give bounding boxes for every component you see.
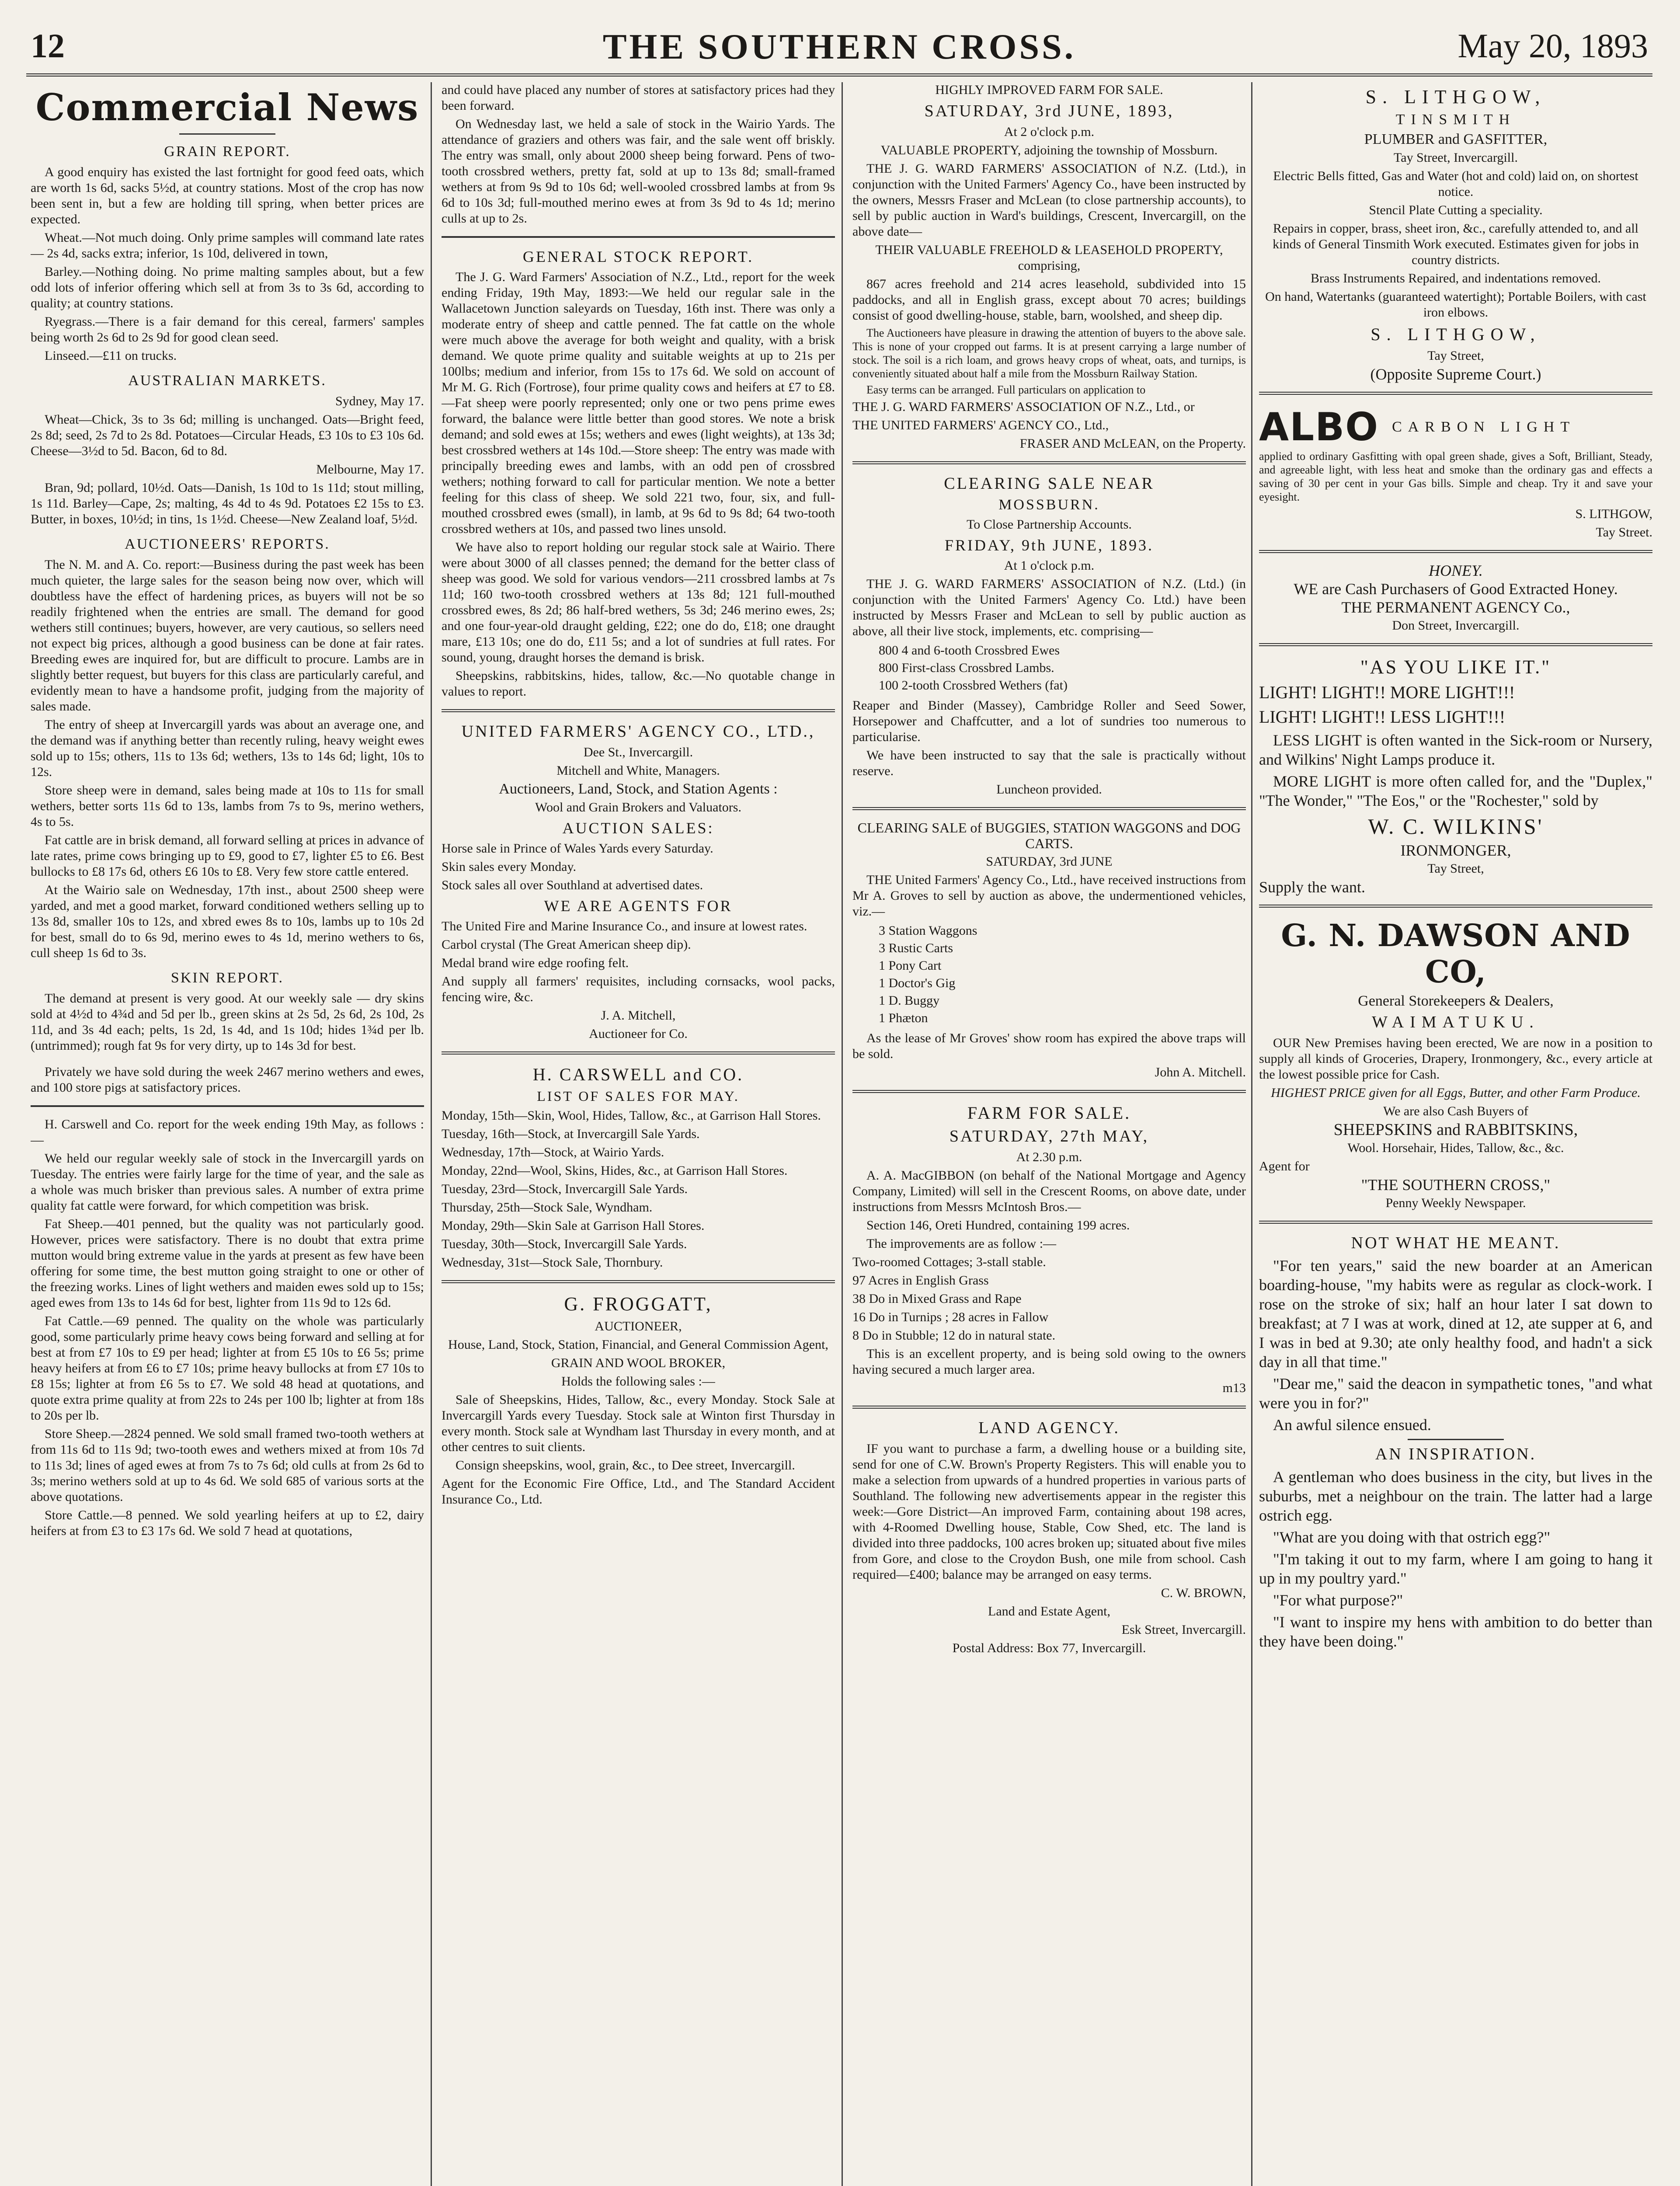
dawson-agent: Agent for (1259, 1159, 1310, 1173)
divider (852, 461, 1246, 464)
lithgow-sign: S. LITHGOW, (1370, 324, 1541, 344)
divider (442, 236, 835, 238)
farm-prop: VALUABLE PROPERTY, adjoining the township of Mossburn. (880, 143, 1218, 157)
lithgow-hand: On hand, Watertanks (guaranteed watertight); Portable Boilers, with cast iron elbows. (1265, 289, 1646, 320)
honey-ad (1259, 563, 1652, 634)
clearing-sale-ad (852, 474, 1246, 797)
lithgow-trade: TINSMITH (1395, 111, 1516, 128)
dawson-highest: HIGHEST PRICE given for all Eggs, Butter, and other Farm Produce. (1271, 1086, 1641, 1100)
froggatt-title: G. FROGGATT, (564, 1293, 713, 1315)
buggies-sale-ad (852, 820, 1246, 1080)
divider (852, 807, 1246, 810)
farm-fraser: FRASER AND McLEAN, on the Property. (1019, 436, 1246, 451)
list-item: 800 First-class Crossbred Lambs. (879, 661, 1054, 675)
wilkins-addr: Tay Street, (1427, 861, 1484, 876)
buggies-sign: John A. Mitchell. (1155, 1065, 1246, 1079)
clearing-time: At 1 o'clock p.m. (1004, 558, 1095, 573)
grain-para: Ryegrass.—There is a fair demand for this cereal, farmers' samples being worth 2s 6d to 2s 9d for good clean seed. (31, 314, 424, 345)
sale-list-item: Wednesday, 17th—Stock, at Wairio Yards. (442, 1145, 664, 1159)
ufa-managers: Mitchell and White, Managers. (557, 763, 720, 778)
divider (852, 1406, 1246, 1409)
gsr-para: The J. G. Ward Farmers' Association of N.Z., Ltd., report for the week ending Friday, 19th May, 1893:—We held our regular sale in the Wallacetown Junction saleyards on Tuesday, 16th inst. There was only a moderate entry of sheep and cattle penned. The fat cattle on the whole were much above the average for both weight and quality, with a brisk demand. We quote prime quality and suitable weights at up to 21s per 100lbs; medium and inferior, from 15s to 17s 6d. We sold on account of Mr M. G. Rich (Fortrose), four prime quality cows and heifers at £7 to £8.—Fat sheep were poorly represented; only one or two pens prime ewes forward, the balance were little better than good stores. We note a brisk demand; and sold ewes at 15s; wethers and ewes (light weights), at 13s 3d; best crossbred wethers at 14s 10d.—Store sheep: The entry was made with principally breeding ewes and lambs, with an odd pen of crossbred wethers; nothing forward to call for particular mention. We note a better feeling for this class of sheep. We sold 221 two, four, six, and full-mouthed crossbred ewes (small), in lamb, at 9s 6d to 9s 8d; 64 two-tooth crossbred wethers at 10s, and passed two lines unsold. (442, 270, 835, 536)
farmsale-note: This is an excellent property, and is being sold owing to the owners having secured a much larger area. (852, 1347, 1246, 1377)
land-role: Land and Estate Agent, (988, 1604, 1110, 1619)
wilkins-name: W. C. WILKINS' (1368, 814, 1544, 839)
dawson-buyers: We are also Cash Buyers of (1383, 1104, 1528, 1118)
melbourne-dateline: Melbourne, May 17. (316, 462, 424, 477)
story-para: "Dear me," said the deacon in sympathetic tones, "and what were you in for?" (1259, 1375, 1652, 1412)
divider (442, 709, 835, 712)
story-para: "What are you doing with that ostrich egg?" (1273, 1528, 1551, 1546)
list-item: 16 Do in Turnips ; 28 acres in Fallow (852, 1310, 1049, 1324)
carswell-para: Fat Sheep.—401 penned, but the quality was not particularly good. However, prices were satisfactory. There is no doubt that extra prime mutton would bring extreme value in the yards at present as few have been offering for some time, the best mutton going straight to one or other of the freezing works. Lines of light wethers and maiden ewes sold up to 15s; aged ewes from 13s to 14s 6d for best, lighter from 11s 9d to 12s 6d. (31, 1217, 424, 1310)
divider (1259, 550, 1652, 553)
grain-para: A good enquiry has existed the last fortnight for good feed oats, which are worth 1s 6d, sacks 5½d, at country stations. Most of the crop has now been sent in, but a few are holding till spring, when better prices are expected. (31, 165, 424, 226)
divider (1259, 643, 1652, 646)
honey-title: HONEY. (1429, 562, 1483, 579)
asyou-line: LIGHT! LIGHT!! MORE LIGHT!!! (1259, 682, 1515, 702)
buggies-items (879, 922, 1246, 1027)
lithgow-brass: Brass Instruments Repaired, and indentations removed. (1310, 271, 1601, 285)
column-rule (842, 82, 843, 2186)
column-3 (852, 82, 1246, 2186)
farm-terms: Easy terms can be arranged. Full particulars on application to (866, 383, 1146, 396)
farm-body: THE J. G. WARD FARMERS' ASSOCIATION of N.Z. (Ltd.), in conjunction with the United Farmers' Agency Co., have been instructed by the owners, Messrs Fraser and McLean (to close partnership accounts), to sell by public auction in Ward's buildings, Crescent, Invercargill, on the above date— (852, 161, 1246, 239)
lithgow-addr: Tay Street, Invercargill. (1394, 150, 1518, 165)
ufa-sales-title: AUCTION SALES: (562, 819, 714, 837)
list-item: 3 Rustic Carts (879, 941, 953, 955)
divider (852, 1090, 1246, 1093)
dawson-paper2: Penny Weekly Newspaper. (1385, 1196, 1526, 1210)
clearing-reason: To Close Partnership Accounts. (967, 517, 1132, 532)
ufa-agent: Carbol crystal (The Great American sheep dip). (442, 937, 691, 952)
ufa-agent: And supply all farmers' requisites, including cornsacks, wool packs, fencing wire, &c. (442, 974, 835, 1004)
sale-list-item: Wednesday, 31st—Stock Sale, Thornbury. (442, 1255, 663, 1270)
land-postal: Postal Address: Box 77, Invercargill. (952, 1641, 1146, 1655)
farm-desc: 867 acres freehold and 214 acres leasehold, subdivided into 15 paddocks, and all in English grass, except about 70 acres; buildings consist of good dwelling-house, stable, barn, woolshed, and sheep dip. (852, 277, 1246, 323)
ufa-role: Auctioneers, Land, Stock, and Station Agents : (499, 781, 778, 797)
ufa-sign: J. A. Mitchell, (601, 1008, 676, 1023)
commercial-news-heading: Commercial News (35, 86, 419, 129)
clearing-title: CLEARING SALE NEAR (944, 474, 1155, 493)
list-item: Two-roomed Cottages; 3-stall stable. (852, 1255, 1046, 1269)
divider (1259, 392, 1652, 395)
skin-report-title: SKIN REPORT. (170, 970, 284, 986)
divider (442, 1280, 835, 1283)
auct-para: At the Wairio sale on Wednesday, 17th inst., about 2500 sheep were yarded, and met a good market, forward conditioned wethers selling up to 13s 8d, smaller 10s to 12s, and xbred ewes 8s to 10s, lambs up to 10s 2d for best, small do to 6s 9d, merino ewes to 4s 1d, merino wethers to 6s, cull sheep 1s 6d to 3s. (31, 883, 424, 960)
united-farmers-agency-ad (442, 722, 835, 1042)
carswell-para: Fat Cattle.—69 penned. The quality on the whole was particularly good, some particularly prime heavy cows being forward and selling at for best at from £7 10s to £9 per head; lighter at from £5 10s to £6 5s; prime heavy heifers at from £6 to £7 10s; prime heavy bullocks at from £7 10s to £8 15s; lighter at from £6 5s to £7. We sold 48 head at quotations, and quote extra prime quality at from 22s to 24s per 100 lb; lighter at from 18s to 20s per lb. (31, 1314, 424, 1423)
farm-title: HIGHLY IMPROVED FARM FOR SALE. (935, 83, 1163, 97)
privately-para: Privately we have sold during the week 2467 merino wethers and ewes, and 100 store pigs at satisfactory prices. (31, 1065, 424, 1095)
carswell-ad-sub: LIST OF SALES FOR MAY. (537, 1088, 740, 1104)
clearing-place: MOSSBURN. (998, 497, 1100, 513)
ufa-brokers: Wool and Grain Brokers and Valuators. (535, 800, 741, 815)
froggatt-agent: Agent for the Economic Fire Office, Ltd., and The Standard Accident Insurance Co., Ltd. (442, 1476, 835, 1507)
froggatt-services: House, Land, Stock, Station, Financial, and General Commission Agent, (448, 1337, 828, 1352)
albo-body: applied to ordinary Gasfitting with opal green shade, gives a Soft, Brilliant, Steady, and agreeable light, with less heat and smoke than the ordinary gas and effects a saving of 30 per cent in your Gas bills. Simple and cheap. Try it and save your eyesight. (1259, 450, 1652, 503)
story-para: "For what purpose?" (1273, 1591, 1403, 1609)
carswell-para: Store Cattle.—8 penned. We sold yearling heifers at up to £2, dairy heifers at from £3 to £3 17s 6d. We sold 7 head at quotations, (31, 1508, 424, 1538)
sale-list-item: Tuesday, 23rd—Stock, Invercargill Sale Yards. (442, 1182, 688, 1196)
grain-para: Barley.—Nothing doing. No prime malting samples about, but a few odd lots of inferior offering which sell at from 3s to 3s 6d, according to quality; at country stations. (31, 265, 424, 310)
list-item: 1 Phæton (879, 1011, 928, 1025)
mossburn-farm-ad (852, 82, 1246, 452)
dawson-skins: SHEEPSKINS and RABBITSKINS, (1333, 1121, 1578, 1139)
carswell-intro: H. Carswell and Co. report for the week ending 19th May, as follows :— (31, 1117, 424, 1147)
farm-assoc: THE J. G. WARD FARMERS' ASSOCIATION OF N.Z., Ltd., or (852, 400, 1195, 414)
list-item: 800 4 and 6-tooth Crossbred Ewes (879, 643, 1060, 658)
farm-ufa: THE UNITED FARMERS' AGENCY CO., Ltd., (852, 418, 1109, 432)
sale-list-item: Monday, 15th—Skin, Wool, Hides, Tallow, &c., at Garrison Hall Stores. (442, 1108, 821, 1123)
story-para: An awful silence ensued. (1273, 1416, 1431, 1434)
auct-para: The N. M. and A. Co. report:—Business during the past week has been much quieter, the large sales for the season being now over, which will doubtless have the effect of hardening prices, as buyers will not be so readily frightened when the entries are small. The demand for good wethers still continues; buyers, however, are very cautious, so sellers need not expect big prices, although a good business can be done at fair rates. Breeding ewes are inquired for, but are difficult to procure. Lambs are in slightly better request, but buyers for this class are particularly careful, and evidently mean to have a handsome profit, judging from the majority of sales made. (31, 557, 424, 714)
divider (1259, 1221, 1652, 1224)
story-para: "I'm taking it out to my farm, where I am going to hang it up in my poultry yard." (1259, 1550, 1652, 1587)
land-agency-ad (852, 1418, 1246, 1656)
asyou-para: LESS LIGHT is often wanted in the Sick-room or Nursery, and Wilkins' Night Lamps produce it. (1259, 731, 1652, 768)
farm-date: SATURDAY, 3rd JUNE, 1893, (924, 102, 1174, 120)
buggies-date: SATURDAY, 3rd JUNE (986, 854, 1113, 869)
froggatt-ad (442, 1293, 835, 1507)
general-stock-report-title: GENERAL STOCK REPORT. (522, 248, 754, 265)
column-rule (431, 82, 432, 2186)
gsr-para: We have also to report holding our regular stock sale at Wairio. There were about 3000 of all classes penned; the demand for the better class of sheep was good. We sold for various vendors—211 crossbred lambs at 7s 11d; 160 two-tooth crossbred wethers at 13s 8d; 121 full-mouthed crossbred ewes, 8s 2d; 86 half-bred wethers, 5s 3d; 246 merino ewes, 2s; and one four-year-old draught gelding, £22; one do do, £18; one draught mare, £13 10s; one do do, £11 5s; and a lot of sundries at full rates. For sound, young, draught horses the demand is brisk. (442, 540, 835, 665)
list-item: 3 Station Waggons (879, 923, 977, 938)
list-item: 1 D. Buggy (879, 993, 940, 1008)
auct-para: Store sheep were in demand, sales being made at 10s to 11s for small wethers, better sorts 11s 6d to 13s, lambs from 7s to 9s, merino wethers, 4s to 5s. (31, 783, 424, 829)
farmsale-body: A. A. MacGIBBON (on behalf of the National Mortgage and Agency Company, Limited) will sell in the Crescent Rooms, on above date, under instructions from Messrs McIntosh Bros.— (852, 1168, 1246, 1214)
lithgow-stencil: Stencil Plate Cutting a speciality. (1369, 203, 1543, 217)
froggatt-broker: GRAIN AND WOOL BROKER, (551, 1356, 726, 1370)
clearing-impl: Reaper and Binder (Massey), Cambridge Roller and Seed Sower, Horsepower and Chaffcutter, and a lot of sundries too numerous to particularise. (852, 698, 1246, 744)
land-addr: Esk Street, Invercargill. (1121, 1622, 1246, 1637)
list-item: 100 2-tooth Crossbred Wethers (fat) (879, 678, 1068, 693)
albo-ad (1259, 404, 1652, 540)
farmsale-section: Section 146, Oreti Hundred, containing 199 acres. (866, 1218, 1130, 1232)
not-what-he-meant-story (1259, 1233, 1652, 1434)
issue-date: May 20, 1893 (1457, 27, 1648, 65)
farmsale-time: At 2.30 p.m. (1016, 1150, 1082, 1164)
clearing-items (879, 642, 1246, 694)
dawson-place: WAIMATUKU. (1372, 1013, 1540, 1031)
ufa-agent: Medal brand wire edge roofing felt. (442, 956, 629, 970)
ufa-title: UNITED FARMERS' AGENCY CO., LTD., (461, 722, 815, 741)
clearing-lunch: Luncheon provided. (996, 782, 1102, 797)
lithgow-opp: (Opposite Supreme Court.) (1370, 365, 1541, 383)
newspaper-title: THE SOUTHERN CROSS. (602, 27, 1076, 66)
farm-small: The Auctioneers have pleasure in drawing the attention of buyers to the above sale. This is none of your cropped out farms. It is at present carrying a large number of stock. The soil is a rich loam, and grows heavy crops of wheat, oats, and turnips, is conveniently situated about half a mile from the Mossburn Railway Station. (852, 327, 1246, 380)
wilkins-supply: Supply the want. (1259, 878, 1365, 896)
dawson-title: G. N. DAWSON AND CO, (1281, 917, 1631, 990)
story-title: NOT WHAT HE MEANT. (1351, 1234, 1561, 1252)
lithgow-repairs: Repairs in copper, brass, sheet iron, &c., carefully attended to, and all kinds of General Tinsmith Work executed. Estimates given for jobs in country districts. (1273, 221, 1639, 267)
story-title: AN INSPIRATION. (1375, 1445, 1537, 1463)
list-item: 38 Do in Mixed Grass and Rape (852, 1291, 1022, 1306)
farmsale-date: SATURDAY, 27th MAY, (949, 1127, 1149, 1145)
land-body: IF you want to purchase a farm, a dwelling house or a building site, send for one of C.W. Brown's Property Registers. This will enable you to make a selection from upwards of a hundred properties in various parts of Southland. The following new advertisements appear in the register this week:—Gore District—An improved Farm, containing about 198 acres, with 4-Roomed Dwelling house, Stable, Cow Shed, etc. The land is divided into three paddocks, 100 acres broken up; situated about five miles from Gore, and close to the Croydon Bush, one mile from school. Cash required—£400; balance may be arranged on easy terms. (852, 1441, 1246, 1582)
ufa-agents-title: WE ARE AGENTS FOR (544, 897, 733, 915)
farmsale-code: m13 (1222, 1381, 1246, 1395)
lithgow-trade2: PLUMBER and GASFITTER, (1364, 131, 1548, 147)
sydney-dateline: Sydney, May 17. (335, 394, 424, 408)
gsr-para: Sheepskins, rabbitskins, hides, tallow, &c.—No quotable change in values to report. (442, 668, 835, 699)
ufa-agent: The United Fire and Marine Insurance Co., and insure at lowest rates. (442, 919, 807, 933)
farm-headline: THEIR VALUABLE FREEHOLD & LEASEHOLD PROPERTY, comprising, (875, 243, 1223, 273)
ufa-sale: Skin sales every Monday. (442, 860, 576, 874)
albo-logo: ALBO (1259, 404, 1379, 449)
buggies-note: As the lease of Mr Groves' show room has expired the above traps will be sold. (852, 1031, 1246, 1061)
auctioneers-reports-title: AUCTIONEERS' REPORTS. (125, 536, 330, 552)
ufa-sale: Stock sales all over Southland at advertised dates. (442, 878, 703, 892)
dawson-role: General Storekeepers & Dealers, (1358, 993, 1554, 1009)
divider (1259, 905, 1652, 908)
lithgow-body: Electric Bells fitted, Gas and Water (hot and cold) laid on, on shortest notice. (1273, 169, 1638, 199)
froggatt-role: AUCTIONEER, (595, 1319, 682, 1333)
column-4 (1259, 82, 1652, 2186)
column-2 (442, 82, 835, 2186)
carswell-para: We held our regular weekly sale of stock in the Invercargill yards on Tuesday. The entries were fairly large for the time of year, and the sale as a whole was much brisker than previous sales. A number of extra prime quality fat cattle were forward, for which competition was brisk. (31, 1151, 424, 1213)
land-title: LAND AGENCY. (978, 1419, 1120, 1437)
froggatt-body: Sale of Sheepskins, Hides, Tallow, &c., every Monday. Stock Sale at Invercargill Yards every Tuesday. Stock sale at Winton first Thursday in every month. Stock sale at Wyndham last Thursday in every month, and at other centres to suit clients. (442, 1392, 835, 1454)
farmsale-impr: The improvements are as follow :— (866, 1236, 1057, 1251)
divider (442, 1051, 835, 1055)
list-item: 1 Doctor's Gig (879, 976, 956, 990)
sale-list-item: Monday, 29th—Skin Sale at Garrison Hall Stores. (442, 1218, 705, 1233)
lithgow-sign-addr: Tay Street, (1427, 348, 1484, 363)
farm-for-sale-ad (852, 1103, 1246, 1396)
wilkins-ad (1259, 656, 1652, 895)
asyou-title: "AS YOU LIKE IT." (1360, 656, 1551, 678)
dawson-body: OUR New Premises having been erected, We are now in a position to supply all kinds of Groceries, Drapery, Ironmongery, &c., every article at the lowest possible price for Cash. (1259, 1036, 1652, 1082)
clearing-date: FRIDAY, 9th JUNE, 1893. (944, 536, 1154, 554)
grain-para: Linseed.—£11 on trucks. (45, 348, 177, 363)
page-number: 12 (31, 27, 65, 65)
froggatt-holds: Holds the following sales :— (561, 1374, 715, 1389)
buggies-title: CLEARING SALE of BUGGIES, STATION WAGGONS and DOG CARTS. (857, 820, 1241, 851)
lithgow-ad (1259, 86, 1652, 382)
auct-para: Fat cattle are in brisk demand, all forward selling at prices in advance of late rates, prime cows bringing up to £9, good to £7, lighter £5 to £6. Best bullocks to £8 17s 6d, others £6 10s to £8. Very few store cattle entered. (31, 833, 424, 879)
land-sign: C. W. BROWN, (1161, 1586, 1246, 1600)
carswell-ad-title: H. CARSWELL and CO. (532, 1065, 744, 1084)
honey-body: WE are Cash Purchasers of Good Extracted Honey. (1294, 580, 1618, 598)
honey-agency: THE PERMANENT AGENCY Co., (1341, 599, 1570, 616)
masthead (31, 17, 1648, 70)
ufa-address: Dee St., Invercargill. (583, 745, 693, 759)
melbourne-para: Bran, 9d; pollard, 10½d. Oats—Danish, 1s 10d to 1s 11d; stout milling, 1s 11d. Barley—Cape, 2s; malting, 4s 4d to 4s 9d. Potatoes £2 15s to £3. Butter, in boxes, 10½d; in tins, 1s 1½d. Cheese—New Zealand loaf, 5½d. (31, 480, 424, 526)
list-item: 8 Do in Stubble; 12 do in natural state. (852, 1328, 1056, 1343)
dawson-paper: "THE SOUTHERN CROSS," (1361, 1176, 1551, 1194)
sale-list-item: Monday, 22nd—Wool, Skins, Hides, &c., at Garrison Hall Stores. (442, 1163, 788, 1178)
farm-time: At 2 o'clock p.m. (1004, 125, 1095, 139)
albo-sign: S. LITHGOW, (1575, 507, 1652, 521)
sale-list-item: Tuesday, 30th—Stock, Invercargill Sale Yards. (442, 1237, 687, 1251)
albo-sign: Tay Street. (1596, 525, 1652, 540)
cont-para: On Wednesday last, we held a sale of stock in the Wairio Yards. The attendance of graziers and others was fair, and the sale went off briskly. The entry was small, only about 2000 sheep being forward. Pens of two-tooth crossbred wethers, pretty fat, sold at up to 13s 8d; small-framed wethers at from 9s 9d to 10s 6d; well-wooled crossbred lambs at from 9s 6d to 10s 3d; full-mouthed merino ewes at from 3s 9d to 4s 1d; merino culls at up to 2s. (442, 117, 835, 226)
albo-tag: CARBON LIGHT (1392, 418, 1576, 435)
dawson-wool: Wool. Horsehair, Hides, Tallow, &c., &c. (1347, 1141, 1564, 1155)
an-inspiration-story (1259, 1445, 1652, 1651)
buggies-body: THE United Farmers' Agency Co., Ltd., have received instructions from Mr A. Groves to sell by auction as above, the undermentioned vehicles, viz.— (852, 873, 1246, 919)
ufa-sign: Auctioneer for Co. (589, 1027, 688, 1041)
story-para: "I want to inspire my hens with ambition to do better than they have been doing." (1259, 1613, 1652, 1650)
grain-para: Wheat.—Not much doing. Only prime samples will command late rates — 2s 4d, sacks extra; inferior, 1s 10d, delivered in town, (31, 230, 424, 261)
story-para: "For ten years," said the new boarder at an American boarding-house, "my habits were as regular as clock-work. I rose on the stroke of six; half an hour later I sat down to breakfast; at 7 I was at work, dined at 12, ate supper at 6, and I was in bed at 9.30; ate only healthy food, and hadn't a sick day in all that time." (1259, 1257, 1652, 1371)
carswell-para: Store Sheep.—2824 penned. We sold small framed two-tooth wethers at from 11s 6d to 11s 9d; two-tooth ewes and wethers mixed at from 10s 7d to 11s 3d; lines of aged ewes at from 7s to 7s 6d; old culls at from 2s 6d to 3s; merino wethers sold at up to 4s 6d. We sold 685 of various sorts at the above quotations. (31, 1427, 424, 1504)
asyou-line: LIGHT! LIGHT!! LESS LIGHT!!! (1259, 707, 1506, 727)
masthead-rule (26, 73, 1652, 77)
ufa-sale: Horse sale in Prince of Wales Yards every Saturday. (442, 841, 713, 856)
divider (31, 1105, 424, 1107)
list-item: 97 Acres in English Grass (852, 1273, 989, 1288)
sale-list-item: Tuesday, 16th—Stock, at Invercargill Sale Yards. (442, 1127, 700, 1141)
clearing-body: THE J. G. WARD FARMERS' ASSOCIATION of N.Z. (Ltd.) (in conjunction with the United Farmers' Agency Co. Ltd.) have been instructed by Messrs Fraser and McLean to sell by public auction as above, all their live stock, implements, etc. comprising— (852, 577, 1246, 638)
skin-para: The demand at present is very good. At our weekly sale — dry skins sold at 4½d to 4¾d and 5d per lb., green skins at 2s 5d, 2s 6d, 2s 10d, 2s 11d, and 3s 4d each; pelts, 1s 2d, 1s 4d, and 1s 10d; hides 1¾d per lb. (untrimmed); rough fat 9s for very dirty, up to 14s 3d for best. (31, 991, 424, 1053)
cont-para: and could have placed any number of stores at satisfactory prices had they been forward. (442, 83, 835, 113)
column-1 (31, 82, 424, 2186)
sale-list-item: Thursday, 25th—Stock Sale, Wyndham. (442, 1200, 653, 1215)
wilkins-role: IRONMONGER, (1400, 842, 1511, 859)
froggatt-consign: Consign sheepskins, wool, grain, &c., to Dee street, Invercargill. (456, 1458, 795, 1472)
divider (179, 133, 275, 135)
honey-addr: Don Street, Invercargill. (1392, 618, 1520, 633)
story-para: A gentleman who does business in the city, but lives in the suburbs, met a neighbour on the train. The latter had a large ostrich egg. (1259, 1468, 1652, 1524)
carswell-ad (442, 1064, 835, 1271)
australian-markets-title: AUSTRALIAN MARKETS. (128, 372, 327, 389)
divider (1408, 1439, 1504, 1440)
farmsale-title: FARM FOR SALE. (967, 1103, 1131, 1123)
lithgow-title: S. LITHGOW, (1365, 86, 1546, 108)
dawson-ad (1259, 917, 1652, 1211)
grain-report-title: GRAIN REPORT. (164, 143, 291, 160)
clearing-note: We have been instructed to say that the sale is practically without reserve. (852, 748, 1246, 778)
asyou-para: MORE LIGHT is more often called for, and the "Duplex," "The Wonder," "The Eos," or the "Rochester," sold by (1259, 773, 1652, 809)
list-item: 1 Pony Cart (879, 958, 942, 973)
auct-para: The entry of sheep at Invercargill yards was about an average one, and the demand was if anything better than recently ruling, heavy weight ewes sold up to 15s; others, 11s to 13s 6d; wethers, 13s to 14s 6d; light, 10s to 12s. (31, 717, 424, 779)
sydney-para: Wheat—Chick, 3s to 3s 6d; milling is unchanged. Oats—Bright feed, 2s 8d; seed, 2s 7d to 2s 8d. Potatoes—Circular Heads, £3 10s to £3 10s 6d. Cheese—3½d to 5d. Bacon, 6d to 8d. (31, 412, 424, 458)
column-rule (1251, 82, 1252, 2186)
